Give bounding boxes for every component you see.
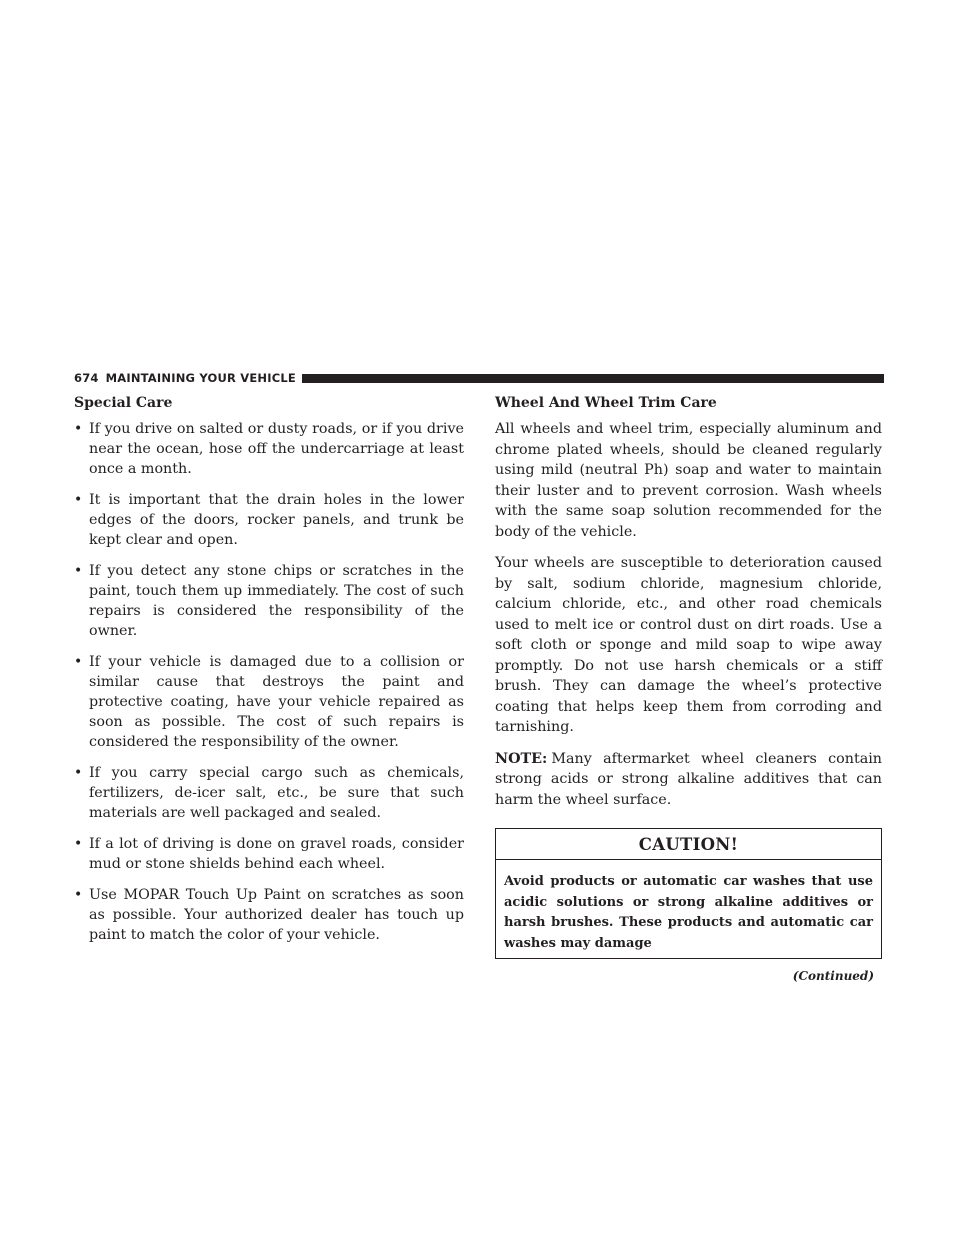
bullet-icon: • xyxy=(74,563,83,579)
bullet-icon: • xyxy=(74,492,83,508)
right-column xyxy=(495,393,882,983)
page-number: 674 xyxy=(74,371,99,385)
list-item: • If you drive on salted or dusty roads, or if you drive near the ocean, hose off the undercarriage at least once a month. xyxy=(74,421,464,477)
note-label: NOTE: xyxy=(495,750,548,767)
bullet-icon: • xyxy=(74,887,83,903)
continued-label: (Continued) xyxy=(792,969,874,983)
list-item: • If you carry special cargo such as chemicals, fertilizers, de-icer salt, etc., be sure that such materials are well packaged and sealed. xyxy=(74,765,464,821)
left-column xyxy=(74,393,464,956)
note-text: Many aftermarket wheel cleaners contain strong acids or strong alkaline additives that can harm the wheel surface. xyxy=(495,750,882,808)
list-item: • It is important that the drain holes in the lower edges of the doors, rocker panels, and trunk be kept clear and open. xyxy=(74,492,464,548)
list-item: • If you detect any stone chips or scratches in the paint, touch them up immediately. The cost of such repairs is considered the responsibility of the owner. xyxy=(74,563,464,639)
special-care-list xyxy=(74,419,464,945)
bullet-icon: • xyxy=(74,836,83,852)
bullet-icon: • xyxy=(74,654,83,670)
caution-box xyxy=(495,828,882,959)
bullet-icon: • xyxy=(74,421,83,437)
list-item: • If a lot of driving is done on gravel roads, consider mud or stone shields behind each wheel. xyxy=(74,836,464,872)
caution-title: CAUTION! xyxy=(496,829,881,860)
section-header-title: MAINTAINING YOUR VEHICLE xyxy=(105,371,296,385)
bullet-icon: • xyxy=(74,765,83,781)
list-item: • If your vehicle is damaged due to a collision or similar cause that destroys the paint and protective coating, have your vehicle repaired as soon as possible. The cost of such repairs is considered the responsibility of the owner. xyxy=(74,654,464,750)
wheel-care-heading: Wheel And Wheel Trim Care xyxy=(495,395,717,411)
special-care-heading: Special Care xyxy=(74,395,173,411)
note-paragraph xyxy=(495,749,882,811)
header-rule xyxy=(302,374,884,383)
list-item: • Use MOPAR Touch Up Paint on scratches as soon as possible. Your authorized dealer has touch up paint to match the color of your vehicle. xyxy=(74,887,464,943)
wheel-care-paragraph: All wheels and wheel trim, especially aluminum and chrome plated wheels, should be cleaned regularly using mild (neutral Ph) soap and water to maintain their luster and to prevent corrosion. Wash wheels with the same soap solution recommended for the body of the vehicle. xyxy=(495,421,882,540)
page-header xyxy=(74,370,884,386)
caution-text: Avoid products or automatic car washes that use acidic solutions or strong alkaline additives or harsh brushes. These products and automatic car washes may damage xyxy=(504,874,873,951)
wheel-care-paragraph: Your wheels are susceptible to deterioration caused by salt, sodium chloride, magnesium chloride, calcium chloride, etc., and other road chemicals used to melt ice or control dust on dirt roads. Use a soft cloth or sponge and mild soap to wipe away promptly. Do not use harsh chemicals or a stiff brush. They can damage the wheel’s protective coating that helps keep them from corroding and tarnishing. xyxy=(495,555,882,735)
